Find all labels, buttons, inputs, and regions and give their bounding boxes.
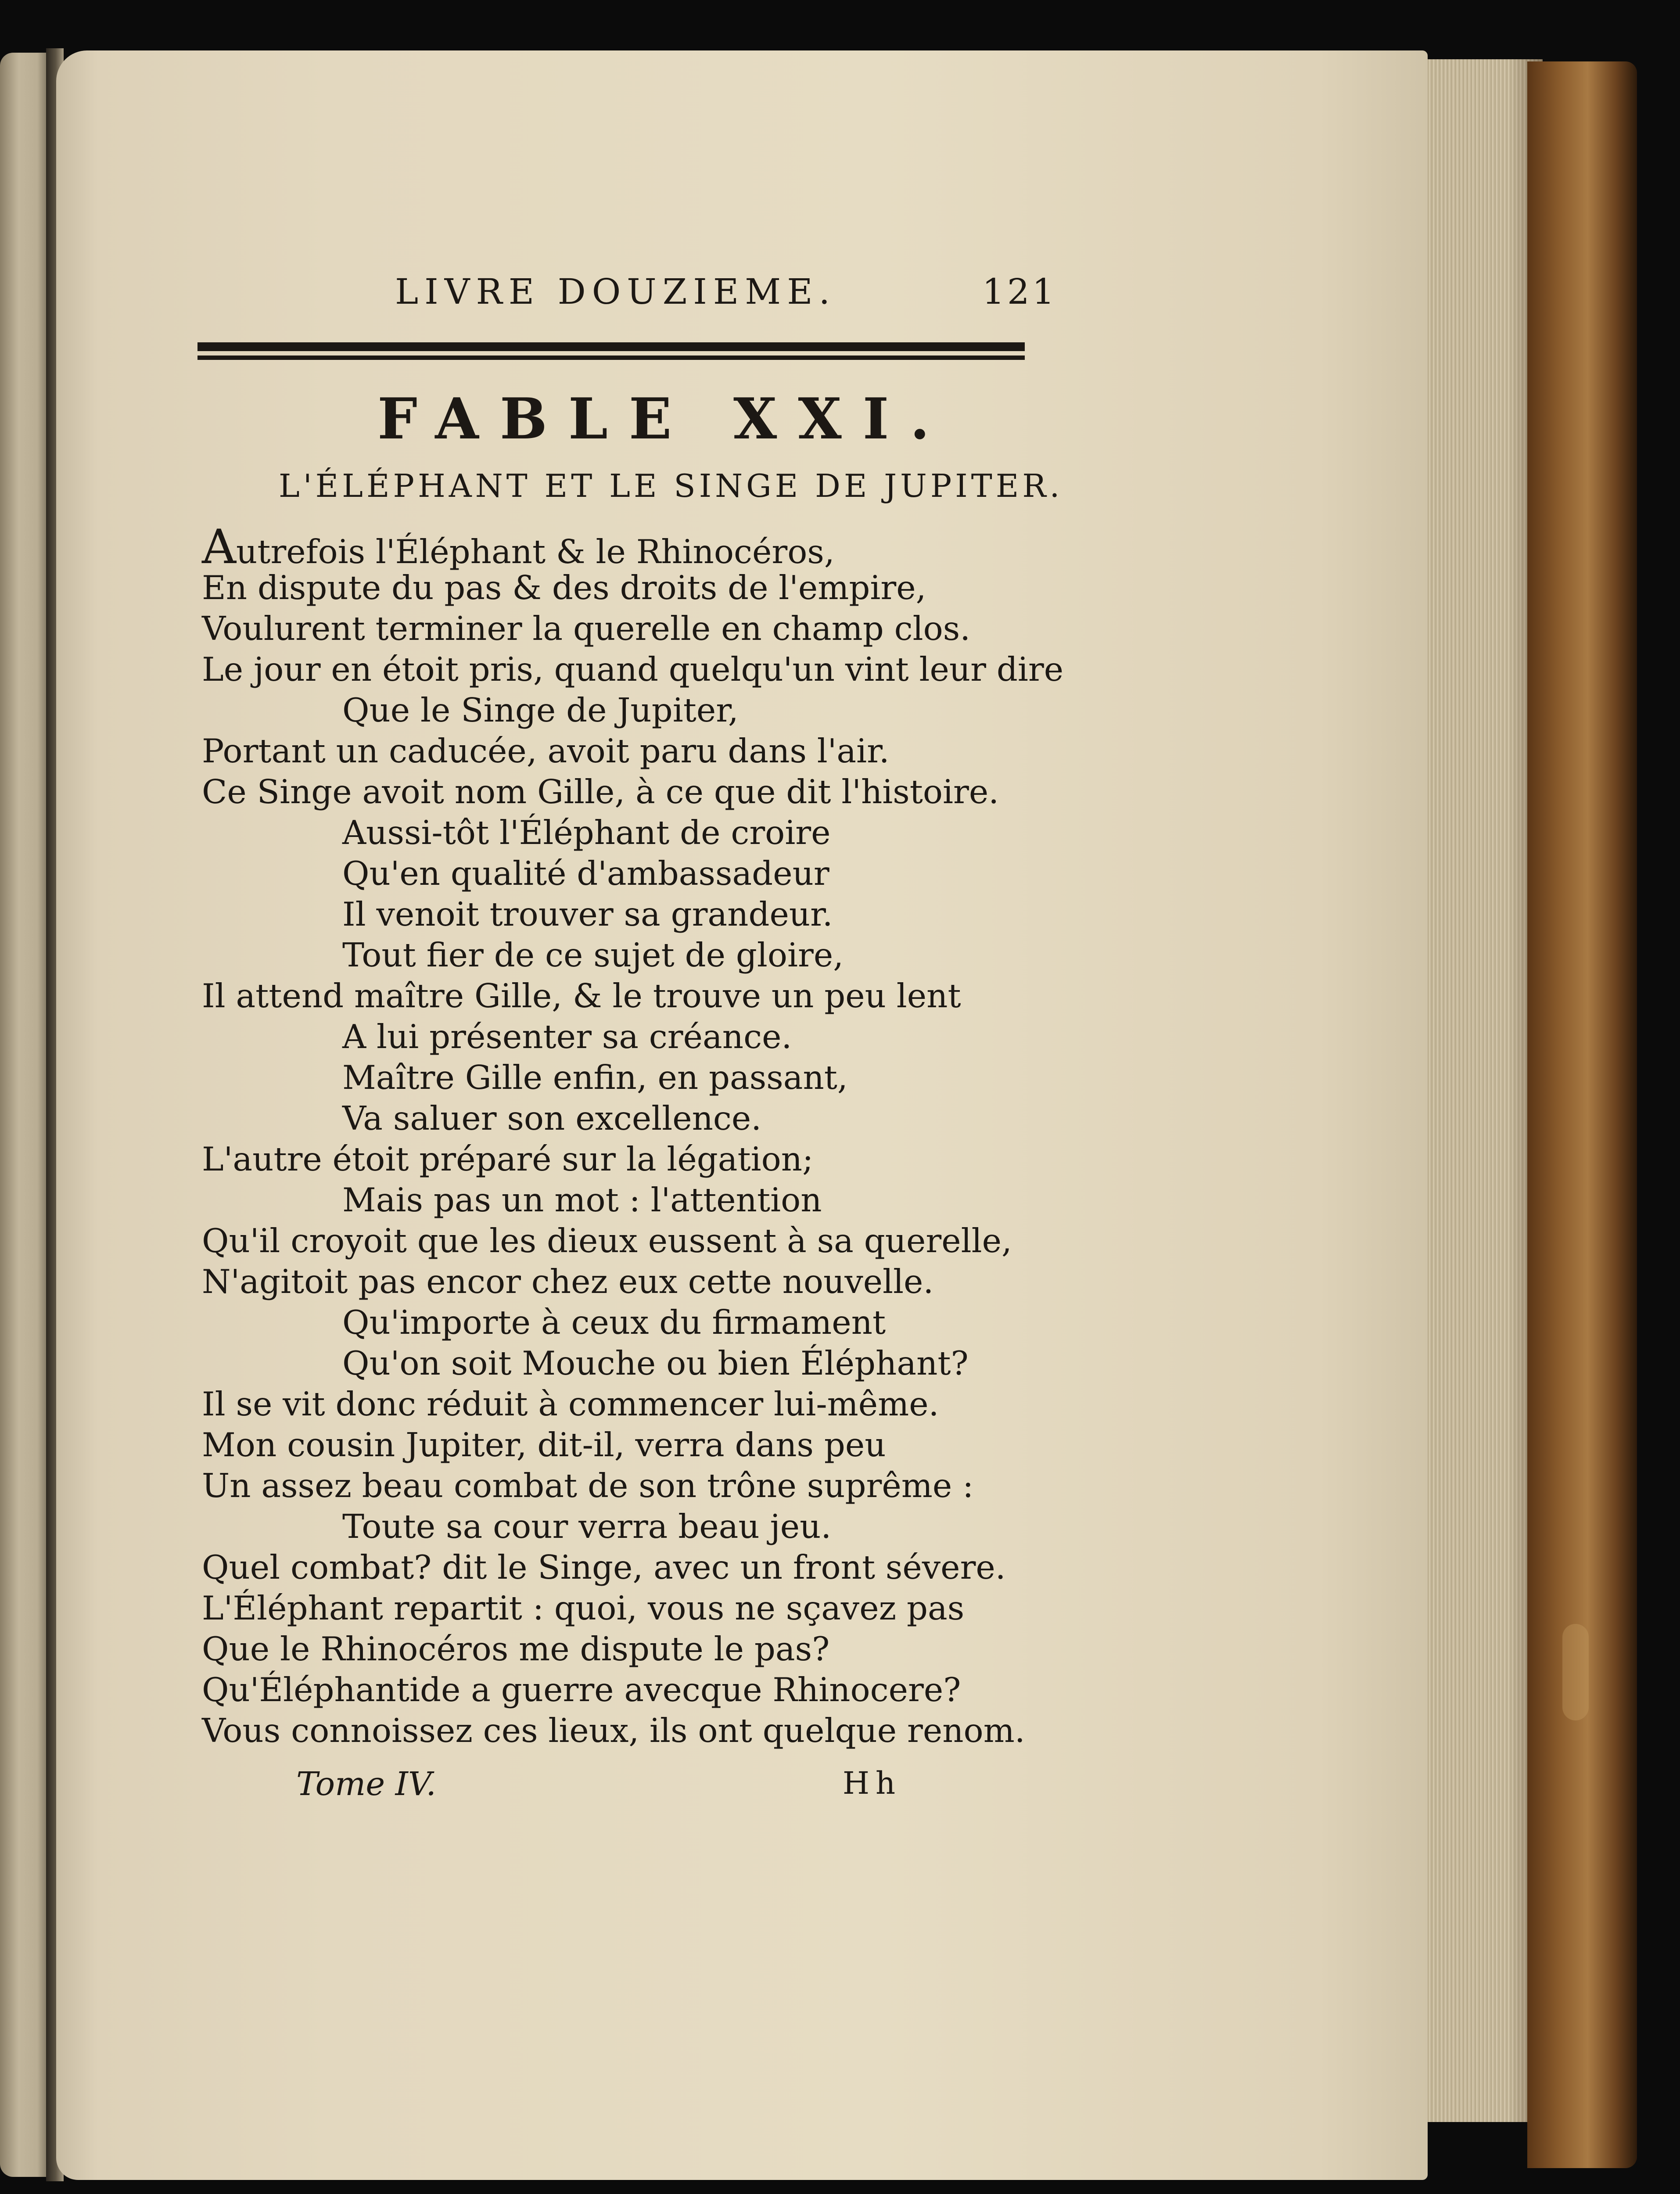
poem-line-26: Quel combat? dit le Singe, avec un front sévere.: [202, 1548, 1006, 1587]
poem-line-11: Tout fier de ce sujet de gloire,: [342, 936, 844, 974]
poem-line-5: Que le Singe de Jupiter,: [342, 691, 739, 729]
poem-line-10: Il venoit trouver sa grandeur.: [342, 895, 833, 934]
poem-line-29: Qu'Éléphantide a guerre avecque Rhinocere?: [202, 1670, 961, 1709]
poem-line-2: En dispute du pas & des droits de l'empire,: [202, 568, 926, 607]
header-rule-thick: [197, 342, 1025, 351]
poem-line-25: Toute sa cour verra beau jeu.: [342, 1507, 832, 1546]
poem-line-28: Que le Rhinocéros me dispute le pas?: [202, 1630, 830, 1668]
poem-line-22: Il se vit donc réduit à commencer lui-même.: [202, 1385, 939, 1423]
poem-line-27: L'Éléphant repartit : quoi, vous ne sçavez pas: [202, 1589, 965, 1627]
poem-body: [202, 520, 1064, 1751]
poem-line-24: Un assez beau combat de son trône suprême :: [202, 1466, 974, 1505]
leather-cover: [1527, 61, 1637, 2168]
poem-line-12: Il attend maître Gille, & le trouve un peu lent: [202, 977, 961, 1015]
volume-signature: Tome IV.: [296, 1765, 436, 1803]
poem-line-20: Qu'importe à ceux du firmament: [342, 1303, 886, 1342]
running-head: LIVRE DOUZIEME.: [395, 271, 836, 312]
poem-line-21: Qu'on soit Mouche ou bien Éléphant?: [342, 1344, 969, 1382]
poem-line-16: L'autre étoit préparé sur la légation;: [202, 1140, 814, 1178]
left-page-edge: [0, 53, 54, 2177]
poem-line-4: Le jour en étoit pris, quand quelqu'un vint leur dire: [202, 650, 1064, 689]
cover-wear-mark: [1562, 1624, 1589, 1720]
fable-title: FABLE XXI.: [377, 386, 951, 452]
header-rule-thin: [197, 355, 1025, 360]
gathering-signature: Hh: [843, 1765, 902, 1801]
poem-line-14: Maître Gille enfin, en passant,: [342, 1058, 848, 1097]
poem-line-23: Mon cousin Jupiter, dit-il, verra dans peu: [202, 1426, 886, 1464]
poem-line-3: Voulurent terminer la querelle en champ clos.: [202, 609, 971, 648]
poem-line-17: Mais pas un mot : l'attention: [342, 1181, 822, 1219]
poem-line-15: Va saluer son excellence.: [342, 1099, 762, 1138]
poem-line-8: Aussi-tôt l'Éléphant de croire: [342, 813, 831, 852]
poem-line-6: Portant un caducée, avoit paru dans l'air.: [202, 732, 890, 770]
poem-line-13: A lui présenter sa créance.: [342, 1017, 792, 1056]
poem-line-7: Ce Singe avoit nom Gille, à ce que dit l'histoire.: [202, 772, 999, 811]
fable-subtitle: L'ÉLÉPHANT ET LE SINGE DE JUPITER.: [279, 467, 1063, 504]
poem-line-1: Autrefois l'Éléphant & le Rhinocéros,: [202, 520, 835, 575]
poem-line-30: Vous connoissez ces lieux, ils ont quelque renom.: [202, 1711, 1025, 1750]
poem-line-9: Qu'en qualité d'ambassadeur: [342, 854, 829, 893]
poem-line-19: N'agitoit pas encor chez eux cette nouvelle.: [202, 1262, 934, 1301]
poem-line-18: Qu'il croyoit que les dieux eussent à sa querelle,: [202, 1221, 1012, 1260]
drop-letter: A: [202, 520, 236, 575]
page-number: 121: [982, 271, 1057, 312]
